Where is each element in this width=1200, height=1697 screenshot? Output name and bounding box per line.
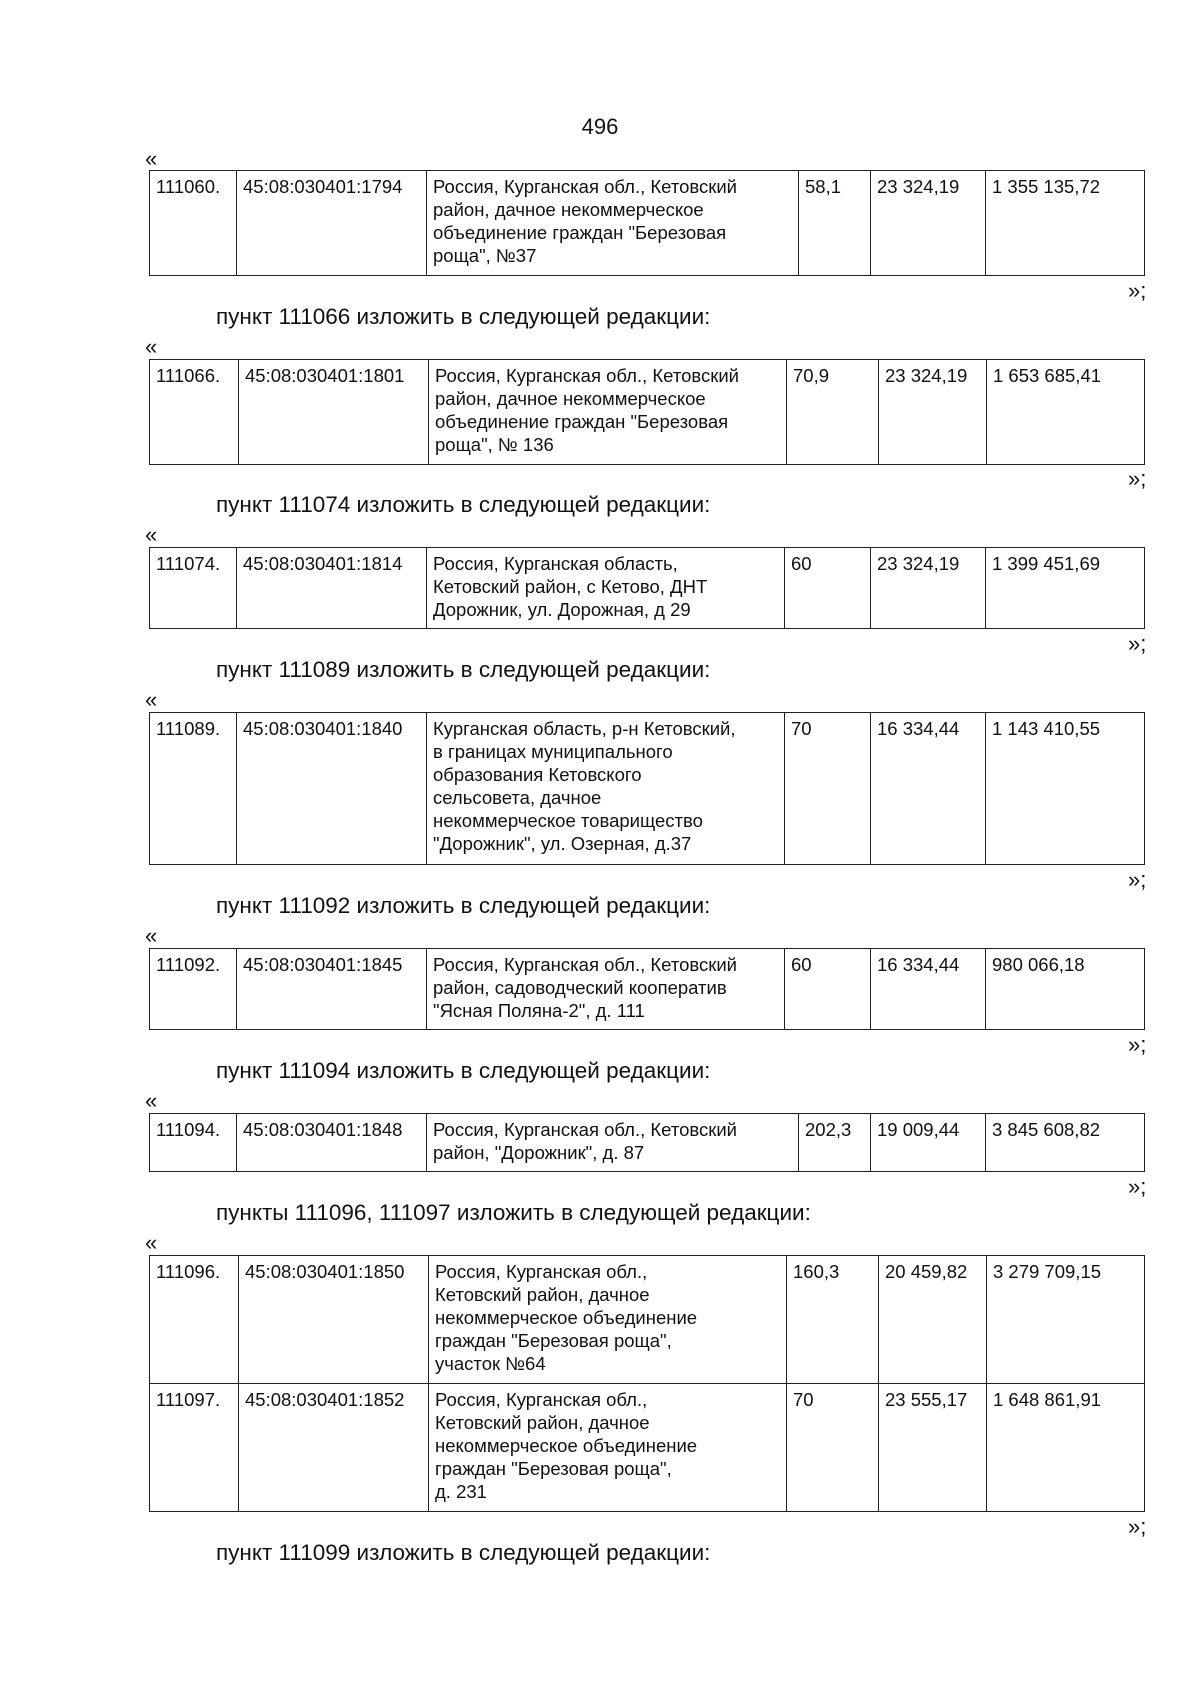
item-number: 111066. (150, 360, 239, 465)
address-line: Россия, Курганская обл., Кетовский (433, 176, 738, 197)
amendment-instruction: пункт 111089 изложить в следующей редакции: (216, 657, 711, 682)
cadastral-number: 45:08:030401:1840 (237, 713, 427, 865)
table-row (150, 1114, 1145, 1172)
price-per-unit: 23 324,19 (871, 548, 986, 629)
close-quote: »; (1128, 631, 1147, 656)
address-line: некоммерческое объединение (435, 1435, 698, 1456)
area: 70 (785, 713, 871, 865)
address-line: Россия, Курганская область, (433, 553, 678, 574)
address-line: Дорожник, ул. Дорожная, д 29 (433, 599, 691, 620)
address-line: образования Кетовского (433, 764, 642, 785)
amendment-instruction: пункт 111066 изложить в следующей редакции: (216, 304, 711, 329)
item-number: 111089. (150, 713, 237, 865)
address-line: граждан "Березовая роща", (435, 1330, 672, 1351)
price-per-unit: 23 555,17 (879, 1384, 987, 1512)
cadastral-number: 45:08:030401:1814 (237, 548, 427, 629)
page-number: 496 (581, 114, 619, 139)
address-line: некоммерческое объединение (435, 1307, 698, 1328)
total-value: 980 066,18 (986, 949, 1145, 1030)
cadastral-number: 45:08:030401:1794 (237, 171, 427, 276)
address-line: граждан "Березовая роща", (435, 1458, 672, 1479)
address-line: "Ясная Поляна-2", д. 111 (433, 1000, 645, 1021)
register-table (149, 547, 1145, 629)
register-table (149, 170, 1145, 276)
address-line: в границах муниципального (433, 741, 673, 762)
amendment-instruction: пункт 111092 изложить в следующей редакции: (216, 893, 711, 918)
address-line: объединение граждан "Березовая (435, 411, 729, 432)
price-per-unit: 23 324,19 (879, 360, 987, 465)
area: 70 (787, 1384, 879, 1512)
cadastral-number: 45:08:030401:1845 (237, 949, 427, 1030)
item-number: 111092. (150, 949, 237, 1030)
address-line: район, "Дорожник", д. 87 (433, 1142, 645, 1163)
address (427, 949, 785, 1030)
price-per-unit: 16 334,44 (871, 949, 986, 1030)
price-per-unit: 23 324,19 (871, 171, 986, 276)
close-quote: »; (1128, 1174, 1147, 1199)
close-quote: »; (1128, 278, 1147, 303)
address (429, 1384, 787, 1512)
cadastral-number: 45:08:030401:1852 (239, 1384, 429, 1512)
total-value: 1 648 861,91 (987, 1384, 1145, 1512)
address-line: д. 231 (435, 1481, 487, 1502)
area: 160,3 (787, 1256, 879, 1384)
address-line: роща", № 136 (435, 434, 554, 455)
close-quote: »; (1128, 1032, 1147, 1057)
open-quote: « (145, 1088, 158, 1113)
cadastral-number: 45:08:030401:1850 (239, 1256, 429, 1384)
address-line: Россия, Курганская обл., (435, 1261, 648, 1282)
amendment-instruction: пункт 111074 изложить в следующей редакции: (216, 492, 711, 517)
address (427, 713, 785, 865)
table-row (150, 713, 1145, 865)
address (427, 1114, 799, 1172)
table-row (150, 548, 1145, 629)
total-value: 1 399 451,69 (986, 548, 1145, 629)
open-quote: « (145, 334, 158, 359)
price-per-unit: 16 334,44 (871, 713, 986, 865)
price-per-unit: 19 009,44 (871, 1114, 986, 1172)
total-value: 3 845 608,82 (986, 1114, 1145, 1172)
cadastral-number: 45:08:030401:1848 (237, 1114, 427, 1172)
amendment-instruction: пункты 111096, 111097 изложить в следующей редакции: (216, 1200, 811, 1225)
total-value: 3 279 709,15 (987, 1256, 1145, 1384)
address-line: район, садоводческий кооператив (433, 977, 727, 998)
table-row (150, 171, 1145, 276)
address-line: сельсовета, дачное (433, 787, 602, 808)
table-row (150, 1256, 1145, 1384)
address-line: Кетовский район, дачное (435, 1284, 650, 1305)
total-value: 1 143 410,55 (986, 713, 1145, 865)
address-line: Россия, Курганская обл., Кетовский (433, 954, 738, 975)
register-table (149, 712, 1145, 865)
table-row (150, 360, 1145, 465)
address-line: район, дачное некоммерческое (435, 388, 706, 409)
address (427, 548, 785, 629)
address-line: объединение граждан "Березовая (433, 222, 727, 243)
area: 60 (785, 548, 871, 629)
address-line: Россия, Курганская обл., (435, 1389, 648, 1410)
item-number: 111094. (150, 1114, 237, 1172)
item-number: 111060. (150, 171, 237, 276)
address-line: Курганская область, р-н Кетовский, (433, 718, 736, 739)
address-line: некоммерческое товарищество (433, 810, 703, 831)
open-quote: « (145, 1230, 158, 1255)
item-number: 111074. (150, 548, 237, 629)
address-line: Кетовский район, с Кетово, ДНТ (433, 576, 708, 597)
amendment-instruction: пункт 111099 изложить в следующей редакции: (216, 1540, 711, 1565)
area: 202,3 (799, 1114, 871, 1172)
table-row (150, 949, 1145, 1030)
total-value: 1 355 135,72 (986, 171, 1145, 276)
open-quote: « (145, 923, 158, 948)
register-table (149, 359, 1145, 465)
amendment-instruction: пункт 111094 изложить в следующей редакции: (216, 1058, 711, 1083)
address-line: район, дачное некоммерческое (433, 199, 704, 220)
price-per-unit: 20 459,82 (879, 1256, 987, 1384)
close-quote: »; (1128, 867, 1147, 892)
open-quote: « (145, 522, 158, 547)
address-line: "Дорожник", ул. Озерная, д.37 (433, 833, 692, 854)
close-quote: »; (1128, 1514, 1147, 1539)
address-line: роща", №37 (433, 245, 537, 266)
area: 70,9 (787, 360, 879, 465)
area: 60 (785, 949, 871, 1030)
total-value: 1 653 685,41 (987, 360, 1145, 465)
address (429, 360, 787, 465)
register-table (149, 1113, 1145, 1172)
table-row (150, 1384, 1145, 1512)
open-quote: « (145, 687, 158, 712)
register-table (149, 948, 1145, 1030)
register-table (149, 1255, 1145, 1512)
open-quote: « (145, 146, 158, 171)
address-line: Россия, Курганская обл., Кетовский (433, 1119, 738, 1140)
area: 58,1 (799, 171, 871, 276)
address-line: Кетовский район, дачное (435, 1412, 650, 1433)
item-number: 111097. (150, 1384, 239, 1512)
address (429, 1256, 787, 1384)
close-quote: »; (1128, 466, 1147, 491)
item-number: 111096. (150, 1256, 239, 1384)
address-line: Россия, Курганская обл., Кетовский (435, 365, 740, 386)
address (427, 171, 799, 276)
address-line: участок №64 (435, 1353, 546, 1374)
cadastral-number: 45:08:030401:1801 (239, 360, 429, 465)
